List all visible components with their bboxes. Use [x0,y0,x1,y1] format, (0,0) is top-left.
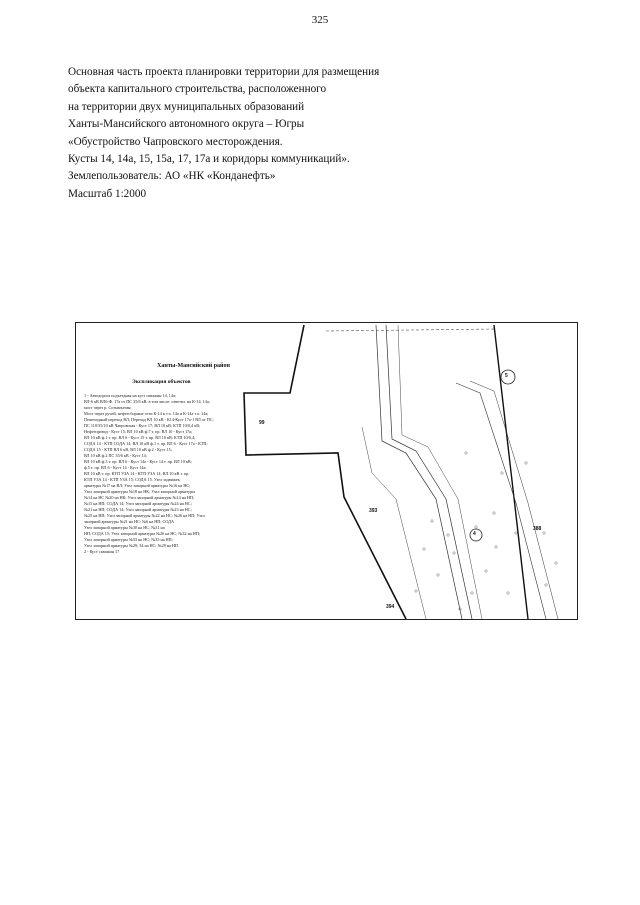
legend-item: Нефтепровод - Куст 15; ВЛ 10 кВ ф.7 т. пр. ВЛ 10 - Куст 17а; [84,429,193,434]
legend-item: арматуры №17 на ВЛ; Узел запорной арматуры №16 на НС; [84,483,191,488]
legend-item: мост через р. Сотымъеган; [84,405,132,410]
header-line: Основная часть проекта планировки территории для размещения [68,66,380,78]
header-line: Кусты 14, 14а, 15, 15а, 17, 17а и коридоры коммуникаций». [68,153,350,166]
header-line: объекта капитального строительства, расположенного [68,83,327,96]
section-label-5: 5 [505,373,508,379]
point-label-393: 393 [369,508,378,514]
legend-item: запорной арматуры №21 на НС; №6 на НП; СОДА [84,519,175,524]
section-circle-4 [470,529,482,541]
right-border-line [494,325,528,619]
legend-item: Узел запорной арматуры №18 на НК; Узел запорной арматуры [84,489,196,494]
legend-item: Узел запорной арматуры №29; 34 на НС; №29 на НП [84,543,179,548]
legend-item: Пешеходный переход ВЛ; Переход ВЛ 10 кВ - К14-Куст 17а-1 ВЛ от ПС; [84,417,214,422]
corridor-line [386,325,472,619]
page-number: 325 [311,14,329,26]
section-label-4: 4 [473,531,476,537]
legend-item: ВЛ 10 кВ ф.2 ПС 35/6 кВ - Куст 14; [84,453,147,458]
point-label-99: 99 [259,420,265,426]
point-label-394: 394 [386,604,395,610]
legend-item: №21 на НП; СОДА 14; Узел запорной арматуры №23 на НС; [84,507,192,512]
corridor-line [456,383,546,619]
district-title: Ханты-Мансийский район [157,363,230,369]
legend-item: СОДА 15 - КТП ВЛ 6 кВ, ВЛ 10 кВ ф.2 - Куст 15; [84,447,172,452]
territory-plan-map [75,322,578,620]
legend-item: Узел запорной арматуры №33 на НС; №35 на НП; [84,537,173,542]
legend-item: ф.5 т. пр. ВЛ 6 - Куст 14 - Куст 14а; [84,465,147,470]
legend-item: Узел запорной арматуры №30 на НС; №31 на [84,525,165,530]
legend-item: ВЛ 10 кВ т. пр. КТП УЗА 14 - КТП УЗА 14; ВЛ 10 кВ т. пр. [84,471,190,476]
section-circle-5 [501,370,515,384]
legend-item: СОДА 14 - КТП СОДА 14; ВЛ 10 кВ ф.1 т. пр. ВЛ 6 - Куст 17а - КТП; [84,441,208,446]
header-line: на территории двух муниципальных образований [68,100,305,113]
legend-item: №25 на НП; Узел запорной арматуры №22 на НС; №26 на НП; Узел [84,513,205,518]
legend-item: ВЛ 10 кВ ф.1 т. пр. ВЛ 6 - Куст 15 т. пр. ВЛ 10 кВ; КТП 10/0,4; [84,435,196,440]
header-line: Масштаб 1:2000 [68,187,147,200]
legend-item: №14 на НС №20 на НК; Узел запорной арматуры №14 на НП; [84,495,195,500]
corridor-line [376,325,462,619]
corridor-line [362,427,426,619]
legend-item: Мост через ручей; нефтесборные сети К-14 в т.ч. 14а и К-14а т.ч. 14а; [84,411,209,416]
header-line: «Обустройство Чапровского месторождения. [68,135,283,148]
legend-list [84,393,302,555]
legend-title: Экспликация объектов [132,379,191,385]
legend-item: ПС 110/35/10 кВ Чапровская - Куст 17; ВЛ 10 кВ; КТП 10/0,4 кВ; [84,423,201,428]
point-label-388: 388 [533,526,542,532]
legend-item: №15 на НП; СОДА 14; Узел запорной арматуры №24 на НС; [84,501,192,506]
legend-item: ВЛ 10 кВ ф.3 т. пр. ВЛ 6 - Куст 14а - Куст 14 т. пр. ВЛ 10 кВ; [84,459,192,464]
legend-item: НП; СОДА 15; Узел запорной арматуры №26 на НС; №32 на НП; [84,531,201,536]
document-header [68,64,548,203]
header-line: Землепользователь: АО «НК «Конданефть» [68,170,276,183]
header-line: Ханты-Мансийского автономного округа – Югры [68,118,305,131]
corridor-line [398,325,482,619]
legend-item: КТП УЗА 14 - КТП УЗА 15; СОДА 15. Узел задвижек [84,477,180,482]
legend-item: 1 - Автодорога подъездная на куст скважин 14, 14а; [84,393,176,398]
legend-item: ВЛ-6 кВ ВЛ6-Ф. 17а от ПС 35/6 кВ, в том числе: ответвл. на К-14, 14а; [84,399,210,404]
map-dashed-boundary [326,329,496,331]
legend-item: 2 - Куст скважин 17 [84,549,120,554]
